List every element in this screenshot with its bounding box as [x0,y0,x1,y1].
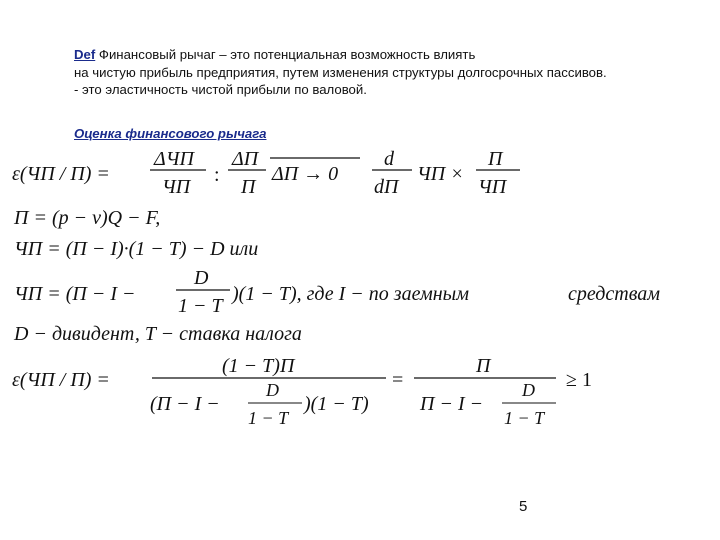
definition-line-3: - это эластичность чистой прибыли по валовой. [74,82,367,97]
f6-num2: П [476,355,491,377]
formula-net-profit: ЧП = (П − I)·(1 − T) − D или [14,238,259,260]
f1-den4: ЧП [478,176,507,198]
f1-den3: dП [374,176,399,198]
formula-legend: D − дивидент, T − ставка налога [14,323,302,345]
f1-num4: П [488,148,503,170]
f1-lhs: ε(ЧП / П) = [12,163,110,185]
f1-num3: d [384,148,394,170]
f1-den2: П [241,176,256,198]
f6-den2-left: П − I − [420,393,484,415]
f6-den-frac-num: D [266,380,279,400]
f1-colon: : [214,164,220,186]
f1-den1: ЧП [162,176,191,198]
f6-den2-frac-den: 1 − T [504,408,545,428]
formula-profit: П = (p − v)Q − F, [14,207,161,229]
page-number: 5 [519,498,528,515]
formula-net-profit-dividend [14,267,660,317]
f6-ge: ≥ 1 [566,369,592,391]
f1-num2: ΔП [232,148,259,170]
f4-num: D [194,267,209,289]
definition-line-1-text: Финансовый рычаг – это потенциальная возможность влиять [95,47,476,62]
f1-limit: ΔП → 0 [272,163,339,185]
formula-elasticity-result [12,355,592,428]
f6-den2-frac-num: D [522,380,535,400]
f6-den-frac-den: 1 − T [248,408,289,428]
f6-num: (1 − T)П [222,355,295,377]
f6-den-left: (П − I − [150,393,220,415]
definition-line-2: на чистую прибыль предприятия, путем изменения структуры долгосрочных пассивов. [74,64,607,80]
f6-den-right: )(1 − T) [304,393,369,415]
f4-rhs: )(1 − T), где I − по заемным [232,283,469,305]
f6-lhs: ε(ЧП / П) = [12,369,110,391]
f4-den: 1 − T [178,295,223,317]
def-label: Def [74,47,96,62]
f4-tail: средствам [568,283,661,305]
f1-num1: ΔЧП [154,148,194,170]
f1-mid: ЧП × [417,163,464,185]
f4-lhs: ЧП = (П − I − [14,283,136,305]
formula-elasticity-definition [12,148,520,198]
f6-eq: = [392,369,404,391]
section-heading: Оценка финансового рычага [74,126,267,141]
